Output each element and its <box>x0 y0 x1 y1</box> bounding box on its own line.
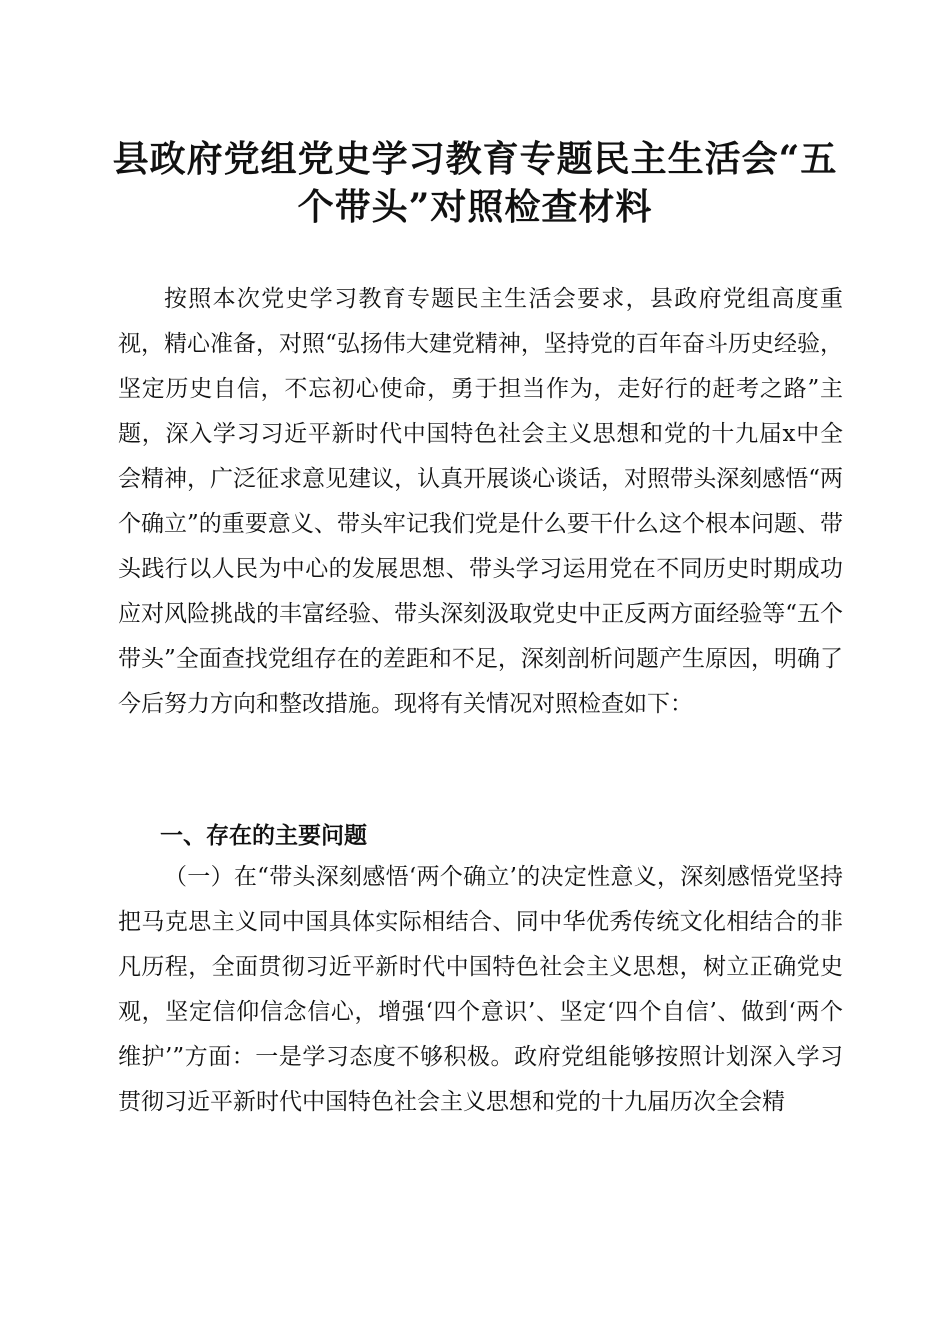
intro-paragraph: 按照本次党史学习教育专题民主生活会要求，县政府党组高度重视，精心准备，对照“弘扬伟大建党精神，坚持党的百年奋斗历史经验，坚定历史自信，不忘初心使命，勇于担当作为，走好行的赶考之路”主题，深入学习习近平新时代中国特色社会主义思想和党的十九届x中全会精神，广泛征求意见建议，认真开展谈心谈话，对照带头深刻感悟“两个确立”的重要意义、带头牢记我们党是什么要干什么这个根本问题、带头践行以人民为中心的发展思想、带头学习运用党在不同历史时期成功应对风险挑战的丰富经验、带头深刻汲取党史中正反两方面经验等“五个带头”全面查找党组存在的差距和不足，深刻剖析问题产生原因，明确了今后努力方向和整改措施。现将有关情况对照检查如下： <box>118 286 843 717</box>
section-heading-problems: 一、存在的主要问题 <box>160 823 367 849</box>
problem-paragraph-1: （一）在“带头深刻感悟‘两个确立’的决定性意义，深刻感悟党坚持把马克思主义同中国具体实际相结合、同中华优秀传统文化相结合的非凡历程，全面贯彻习近平新时代中国特色社会主义思想，树立正确党史观，坚定信仰信念信心，增强‘四个意识’、坚定‘四个自信’、做到‘两个维护’”方面：一是学习态度不够积极。政府党组能够按照计划深入学习贯彻习近平新时代中国特色社会主义思想和党的十九届历次全会精 <box>118 864 843 1115</box>
title-line-2: 个带头”对照检查材料 <box>297 186 653 228</box>
title-line-1: 县政府党组党史学习教育专题民主生活会“五 <box>112 138 838 180</box>
document-title <box>110 135 840 231</box>
